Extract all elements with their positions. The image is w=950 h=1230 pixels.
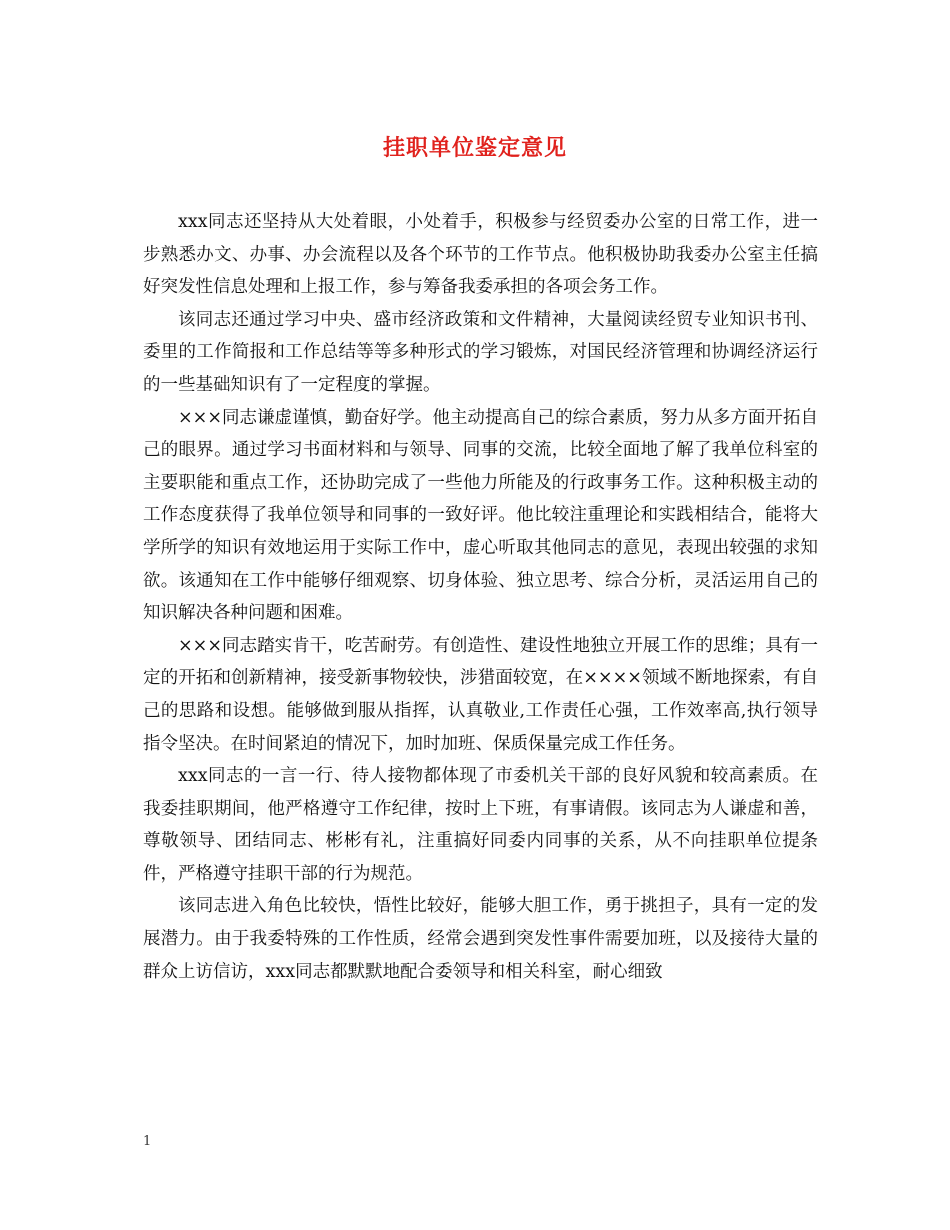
paragraph-2: 该同志还通过学习中央、盛市经济政策和文件精神，大量阅读经贸专业知识书刊、委里的工作简报和工作总结等等多种形式的学习锻炼，对国民经济管理和协调经济运行的一些基础知识有了一定程度的掌握。 [143, 309, 818, 395]
paragraph-5: xxx同志的一言一行、待人接物都体现了市委机关干部的良好风貌和较高素质。在我委挂职期间，他严格遵守工作纪律，按时上下班，有事请假。该同志为人谦虚和善，尊敬领导、团结同志、彬彬有礼，注重搞好同委内同事的关系，从不向挂职单位提条件，严格遵守挂职干部的行为规范。 [143, 766, 818, 884]
paragraph-4: ×××同志踏实肯干，吃苦耐劳。有创造性、建设性地独立开展工作的思维；具有一定的开拓和创新精神，接受新事物较快，涉猎面较宽，在××××领域不断地探索，有自己的思路和设想。能够做到服从指挥，认真敬业,工作责任心强，工作效率高,执行领导指令坚决。在时间紧迫的情况下，加时加班、保质保量完成工作任务。 [143, 635, 818, 754]
paragraph-3: ×××同志谦虚谨慎，勤奋好学。他主动提高自己的综合素质，努力从多方面开拓自己的眼界。通过学习书面材料和与领导、同事的交流，比较全面地了解了我单位科室的主要职能和重点工作，还协助完成了一些他力所能及的行政事务工作。这种积极主动的工作态度获得了我单位领导和同事的一致好评。他比较注重理论和实践相结合，能将大学所学的知识有效地运用于实际工作中，虚心听取其他同志的意见，表现出较强的求知欲。该通知在工作中能够仔细观察、切身体验、独立思考、综合分析，灵活运用自己的知识解决各种问题和困难。 [143, 407, 818, 624]
page-number: 1 [143, 1134, 152, 1149]
document-title: 挂职单位鉴定意见 [382, 135, 567, 161]
paragraph-1: xxx同志还坚持从大处着眼，小处着手，积极参与经贸委办公室的日常工作，进一步熟悉办文、办事、办会流程以及各个环节的工作节点。他积极协助我委办公室主任搞好突发性信息处理和上报工作，参与筹备我委承担的各项会务工作。 [143, 212, 818, 298]
paragraph-6: 该同志进入角色比较快，悟性比较好，能够大胆工作，勇于挑担子，具有一定的发展潜力。由于我委特殊的工作性质，经常会遇到突发性事件需要加班，以及接待大量的群众上访信访，xxx同志都默默地配合委领导和相关科室，耐心细致 [143, 896, 818, 982]
document-body [143, 206, 818, 988]
